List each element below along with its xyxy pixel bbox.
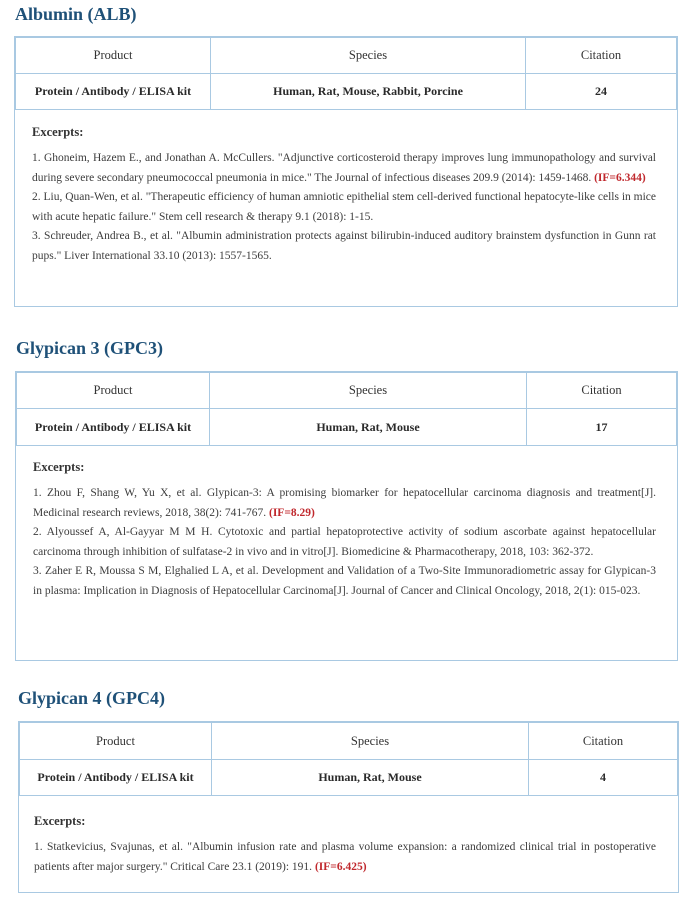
cell-product: Protein / Antibody / ELISA kit — [17, 409, 210, 446]
reference-item — [34, 838, 656, 877]
cell-citation: 4 — [529, 760, 678, 796]
cell-species: Human, Rat, Mouse — [210, 409, 527, 446]
table-header-row — [20, 723, 678, 760]
product-panel — [15, 371, 678, 661]
excerpts-label: Excerpts: — [32, 125, 84, 139]
table-row — [20, 760, 678, 796]
cell-species: Human, Rat, Mouse — [212, 760, 529, 796]
section-title: Glypican 4 (GPC4) — [18, 688, 165, 708]
table-header-row — [16, 38, 677, 74]
table-row — [16, 74, 677, 110]
excerpts-label: Excerpts: — [33, 460, 85, 474]
cell-product: Protein / Antibody / ELISA kit — [16, 74, 211, 110]
excerpts-block — [19, 814, 678, 877]
section-glypican-4 — [18, 686, 679, 894]
excerpts-label: Excerpts: — [34, 814, 86, 828]
reference-list — [32, 149, 656, 267]
reference-list — [34, 838, 656, 877]
reference-item — [33, 562, 656, 601]
excerpts-block — [16, 460, 677, 602]
product-panel — [14, 36, 678, 307]
header-product: Product — [17, 373, 210, 409]
reference-text: 3. Zaher E R, Moussa S M, Elghalied L A, et al. Development and Validation of a Two-Site Immunoradiometric assay for Glypican-3 in plasma: Implication in Diagnosis of Hepatocellular Carcinoma[J]. Journal of Cancer and Clinical Oncology, 2018, 2(1): 015-023. — [33, 565, 656, 597]
section-glypican-3 — [15, 336, 678, 664]
product-table — [19, 722, 678, 796]
impact-factor: (IF=6.425) — [314, 860, 367, 873]
reference-text: 2. Alyoussef A, Al-Gayyar M M H. Cytotoxic and partial hepatoprotective activity of sodium ascorbate against hepatocellular carcinoma through inhibition of sulfatase-2 in vivo and in vitro[J]. Biomedicine & Pharmacotherapy, 2018, 103: 362-372. — [33, 526, 656, 558]
header-citation: Citation — [526, 38, 677, 74]
reference-text: 2. Liu, Quan-Wen, et al. "Therapeutic efficiency of human amniotic epithelial stem cell-derived functional hepatocyte-like cells in mice with acute hepatic failure." Stem cell research & therapy 9.1 (2018): 1-15. — [32, 191, 656, 223]
product-table — [15, 37, 677, 110]
table-row — [17, 409, 677, 446]
cell-citation: 24 — [526, 74, 677, 110]
reference-text: 3. Schreuder, Andrea B., et al. "Albumin administration protects against bilirubin-induced auditory brainstem dysfunction in Gunn rat pups." Liver International 33.10 (2013): 1557-1565. — [32, 230, 656, 262]
section-title: Glypican 3 (GPC3) — [16, 338, 163, 358]
impact-factor: (IF=6.344) — [594, 171, 646, 184]
reference-item — [32, 149, 656, 188]
section-title: Albumin (ALB) — [15, 4, 137, 24]
header-citation: Citation — [529, 723, 678, 760]
section-albumin — [14, 0, 678, 310]
reference-item — [33, 484, 656, 523]
header-product: Product — [20, 723, 212, 760]
header-species: Species — [212, 723, 529, 760]
header-species: Species — [211, 38, 526, 74]
reference-item — [32, 227, 656, 266]
cell-species: Human, Rat, Mouse, Rabbit, Porcine — [211, 74, 526, 110]
product-table — [16, 372, 677, 446]
reference-text: 1. Statkevicius, Svajunas, et al. "Albumin infusion rate and plasma volume expansion: a randomized clinical trial in postoperative patients after major surgery." Critical Care 23.1 (2019): 191. — [34, 841, 656, 873]
header-product: Product — [16, 38, 211, 74]
cell-citation: 17 — [527, 409, 677, 446]
header-citation: Citation — [527, 373, 677, 409]
impact-factor: (IF=8.29) — [269, 506, 315, 519]
reference-item — [32, 188, 656, 227]
excerpts-block — [15, 125, 677, 267]
table-header-row — [17, 373, 677, 409]
reference-text: 1. Zhou F, Shang W, Yu X, et al. Glypican-3: A promising biomarker for hepatocellular carcinoma diagnosis and treatment[J]. Medicinal research reviews, 2018, 38(2): 741-767. — [33, 487, 656, 519]
reference-item — [33, 523, 656, 562]
header-species: Species — [210, 373, 527, 409]
reference-list — [33, 484, 656, 602]
product-panel — [18, 721, 679, 893]
cell-product: Protein / Antibody / ELISA kit — [20, 760, 212, 796]
reference-text: 1. Ghoneim, Hazem E., and Jonathan A. McCullers. "Adjunctive corticosteroid therapy improves lung immunopathology and survival during severe secondary pneumococcal pneumonia in mice." The Journal of infectious diseases 209.9 (2014): 1459-1468. — [32, 152, 656, 184]
